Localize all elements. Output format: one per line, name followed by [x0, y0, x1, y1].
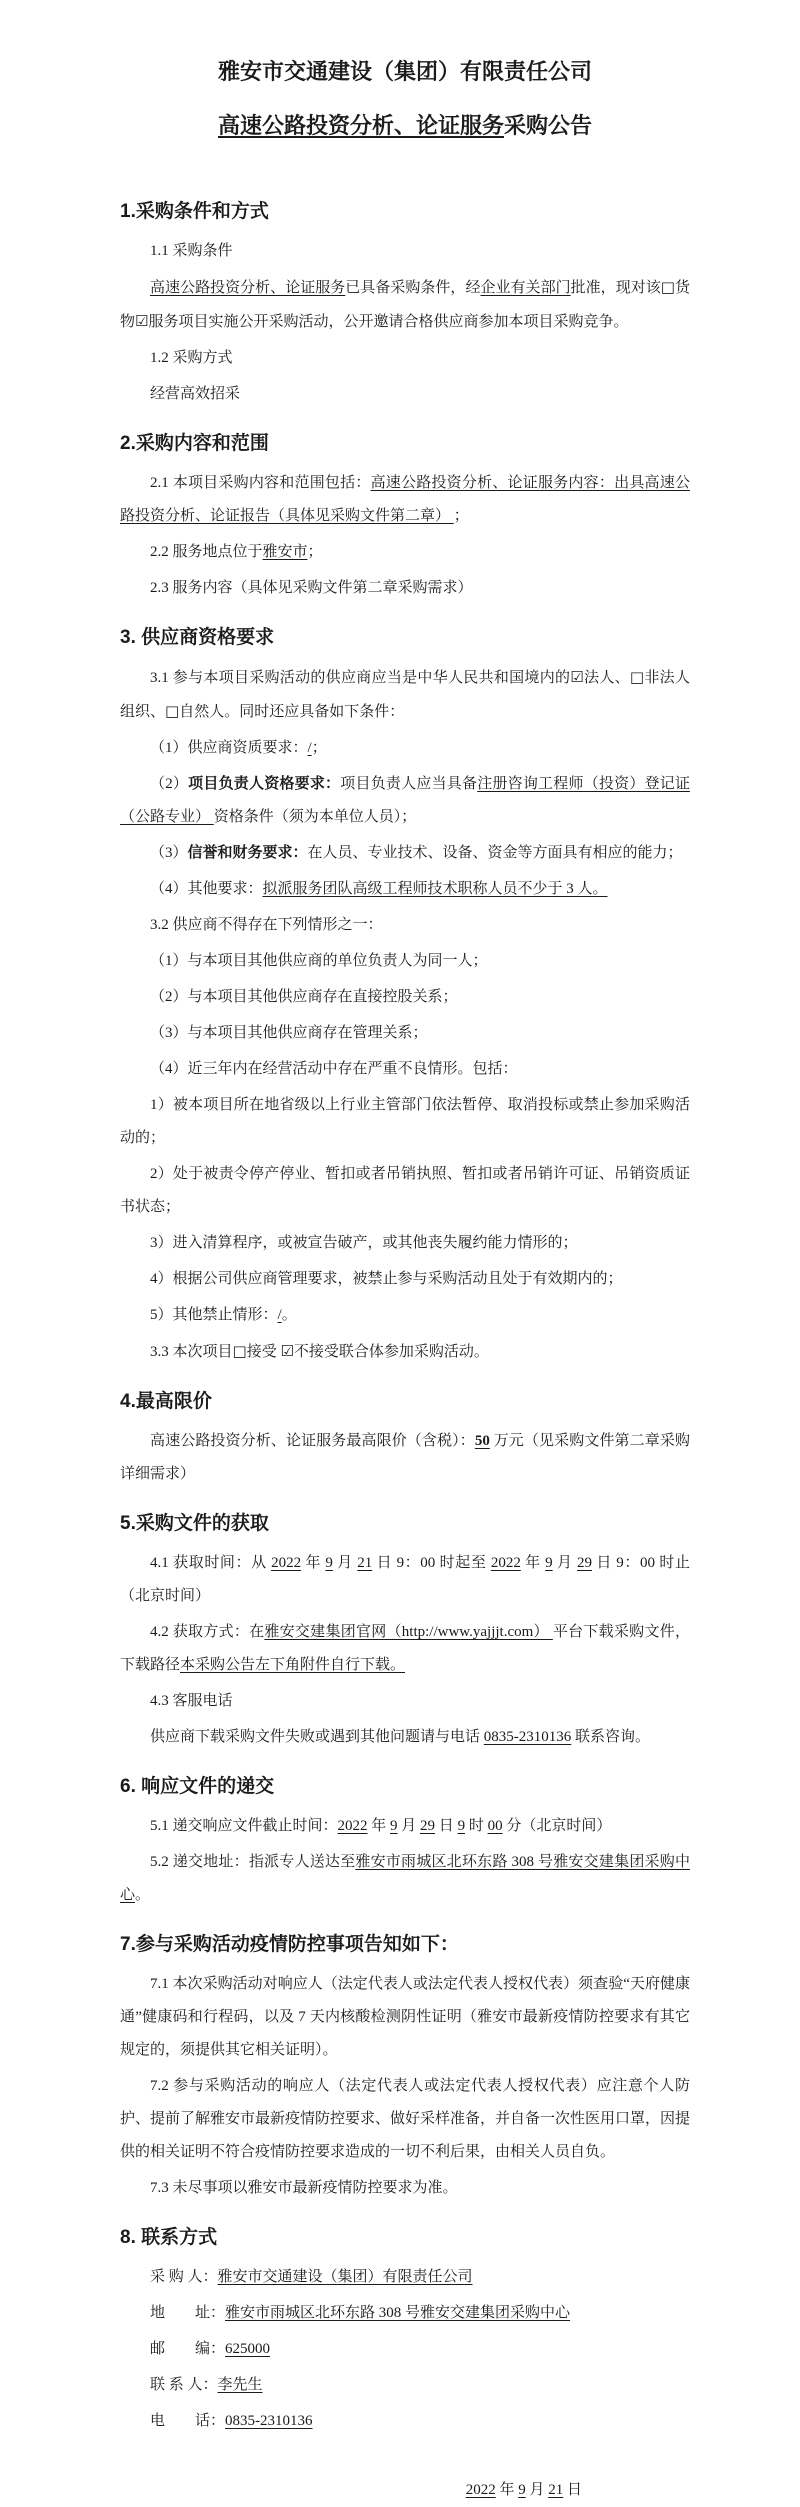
underlined-text: 雅安市雨城区北环东路 308 号雅安交建集团采购中心 — [120, 1854, 690, 1903]
para-3-2-item4: （4）近三年内在经营活动中存在严重不良情形。包括： — [150, 1061, 518, 1077]
para-1-1: 1.1 采购条件 — [150, 243, 233, 259]
text: 批准，现对该 — [570, 280, 661, 296]
text: 年 — [301, 1555, 326, 1571]
para-7-1: 7.1 本次采购活动对响应人（法定代表人或法定代表人授权代表）须查验“天府健康通”健康码和行程码，以及 7 天内核酸检测阴性证明（雅安市最新疫情防控要求有其它规定的，须提供其它相关证明）。 — [120, 1976, 690, 2058]
para-deadline — [120, 1810, 690, 1843]
para-3-2-item1: （1）与本项目其他供应商的单位负责人为同一人； — [150, 953, 488, 969]
contact-label: 邮 编： — [150, 2341, 226, 2357]
text: 资格条件（须为本单位人员）； — [213, 809, 417, 825]
para-3-3 — [120, 1335, 690, 1369]
website-link-text: 雅安交建集团官网（http://www.yajjjt.com） — [264, 1624, 553, 1640]
text: （2） — [150, 776, 189, 792]
para-1-2: 1.2 采购方式 — [150, 350, 233, 366]
phone-number: 0835-2310136 — [483, 1729, 572, 1745]
para-3-2-sub5 — [120, 1299, 690, 1332]
text: 联系咨询。 — [571, 1729, 651, 1745]
underlined-text: / — [277, 1307, 282, 1323]
text: 4.2 获取方式：在 — [150, 1624, 265, 1640]
text: 年 — [495, 2482, 519, 2498]
bold-label: 信誉和财务要求： — [187, 845, 308, 861]
text: 供应商下载采购文件失败或遇到其他问题请与电话 — [150, 1729, 484, 1745]
bold-label: 项目负责人资格要求： — [188, 776, 341, 792]
para-max-price — [120, 1425, 690, 1491]
contact-value: 0835-2310136 — [225, 2413, 313, 2429]
text: 接受 — [246, 1344, 281, 1360]
document-title-line2 — [120, 110, 690, 142]
section-heading-7: 7.参与采购活动疫情防控事项告知如下： — [120, 1934, 459, 1955]
contact-value: 625000 — [225, 2341, 271, 2357]
underlined-text: 29 — [576, 1555, 592, 1571]
text: 不接受联合体参加采购活动。 — [293, 1344, 489, 1360]
text: 。 — [281, 1307, 297, 1323]
text: 自然人。同时还应具备如下条件： — [179, 704, 405, 720]
text: 年 — [520, 1555, 546, 1571]
underlined-text: 本采购公告左下角附件自行下载。 — [180, 1657, 406, 1673]
text: 年 — [367, 1818, 391, 1834]
text: 3.3 本次项目 — [150, 1344, 233, 1360]
checkbox-unchecked-icon: □ — [232, 1342, 247, 1360]
title-underlined-part: 高速公路投资分析、论证服务 — [217, 113, 504, 138]
para-3-2-sub1: 1）被本项目所在地省级以上行业主管部门依法暂停、取消投标或禁止参加采购活动的； — [120, 1097, 690, 1146]
underlined-text: 高速公路投资分析、论证服务 — [150, 280, 346, 296]
section-heading-2: 2.采购内容和范围 — [120, 433, 269, 454]
contact-row-phone — [120, 2405, 690, 2438]
text: 5）其他禁止情形： — [150, 1307, 278, 1323]
text: 月 — [332, 1555, 358, 1571]
text: 月 — [552, 1555, 577, 1571]
para-3-2-sub2: 2）处于被责令停产停业、暂扣或者吊销执照、暂扣或者吊销许可证、吊销资质证书状态； — [120, 1166, 690, 1215]
para-service-phone — [120, 1721, 690, 1754]
announcement-date — [120, 2474, 690, 2507]
text: ； — [453, 508, 469, 524]
para-7-3: 7.3 未尽事项以雅安市最新疫情防控要求为准。 — [150, 2180, 458, 2196]
text: 项目负责人应当具备 — [340, 776, 478, 792]
para-2-2 — [120, 536, 690, 569]
text: 货物 — [120, 280, 690, 330]
underlined-text: 29 — [420, 1818, 436, 1834]
underlined-text: 注册咨询工程师（投资）登记证（公路专业） — [120, 776, 690, 825]
text: ； — [311, 740, 327, 756]
max-price-value: 50 — [474, 1433, 490, 1449]
para-3-2-item2: （2）与本项目其他供应商存在直接控股关系； — [150, 989, 458, 1005]
underlined-text: 9 — [545, 1555, 553, 1571]
contact-row-person — [120, 2369, 690, 2402]
text: 法人、 — [583, 670, 630, 686]
para-7-2: 7.2 参与采购活动的响应人（法定代表人或法定代表人授权代表）应注意个人防护、提前了解雅安市最新疫情防控要求、做好采样准备，并自备一次性医用口罩，因提供的相关证明不符合疫情防控要求造成的一切不利后果，由相关人员自负。 — [120, 2078, 691, 2160]
text: 时 — [465, 1818, 488, 1834]
text: 。 — [135, 1887, 151, 1903]
underlined-text: 9 — [390, 1818, 398, 1834]
text: 万元（见采购文件第二章采购详细需求） — [120, 1433, 690, 1482]
underlined-text: 2022 — [337, 1818, 368, 1834]
text: （3） — [150, 845, 188, 861]
para-3-2-sub3: 3）进入清算程序，或被宣告破产，或其他丧失履约能力情形的； — [150, 1235, 578, 1251]
para-3-1-item4 — [120, 873, 690, 906]
text: 日 9：00 时止（北京时间） — [120, 1555, 690, 1604]
contact-label: 电 话： — [150, 2413, 226, 2429]
para-3-2-item3: （3）与本项目其他供应商存在管理关系； — [150, 1025, 428, 1041]
underlined-text: 9 — [325, 1555, 333, 1571]
checkbox-unchecked-icon: □ — [660, 278, 675, 296]
text: 非法人组织、 — [120, 670, 690, 720]
date-day: 21 — [548, 2482, 564, 2498]
text: 月 — [525, 2482, 549, 2498]
contact-value: 雅安市交通建设（集团）有限责任公司 — [217, 2269, 473, 2285]
text: ； — [307, 544, 323, 560]
document-title-line1: 雅安市交通建设（集团）有限责任公司 — [217, 59, 592, 84]
section-heading-4: 4.最高限价 — [120, 1391, 212, 1412]
contact-row-postcode — [120, 2333, 690, 2366]
underlined-text: 高速公路投资分析、论证服务内容：出具高速公路投资分析、论证报告（具体见采购文件第二章） — [120, 475, 690, 524]
para-3-1-item1 — [120, 732, 690, 765]
text: 高速公路投资分析、论证服务最高限价（含税）： — [150, 1433, 475, 1449]
section-heading-8: 8. 联系方式 — [120, 2227, 218, 2248]
text: 平台下载采购文件，下载路径 — [120, 1624, 690, 1673]
underlined-text: 拟派服务团队高级工程师技术职称人员不少于 3 人。 — [262, 881, 608, 897]
para-obtain-method — [120, 1616, 690, 1682]
text: 分（北京时间） — [502, 1818, 612, 1834]
para-3-2-sub4: 4）根据公司供应商管理要求，被禁止参与采购活动且处于有效期内的； — [150, 1271, 623, 1287]
para-delivery-address — [120, 1846, 690, 1912]
section-heading-1: 1.采购条件和方式 — [120, 201, 269, 222]
contact-value: 雅安市雨城区北环东路 308 号雅安交建集团采购中心 — [225, 2305, 571, 2321]
text: （4）其他要求： — [150, 881, 263, 897]
checkbox-unchecked-icon: □ — [165, 702, 180, 720]
checkbox-checked-icon: ☑ — [570, 668, 584, 686]
underlined-text: 9 — [457, 1818, 466, 1834]
text: 日 — [435, 1818, 458, 1834]
para-obtain-time — [120, 1547, 690, 1613]
contact-row-address — [120, 2297, 690, 2330]
para-3-1-item3 — [120, 837, 690, 870]
underlined-text: 21 — [357, 1555, 373, 1571]
text: 在人员、专业技术、设备、资金等方面具有相应的能力； — [307, 845, 683, 861]
para-procurement-method: 经营高效招采 — [150, 386, 241, 402]
text: 4.1 获取时间：从 — [150, 1555, 272, 1571]
contact-label: 采 购 人： — [150, 2269, 218, 2285]
text: 服务项目实施公开采购活动，公开邀请合格供应商参加本项目采购竞争。 — [148, 314, 629, 330]
text: 已具备采购条件，经 — [345, 280, 481, 296]
underlined-text: 2022 — [490, 1555, 521, 1571]
contact-value: 李先生 — [217, 2377, 263, 2393]
underlined-text: 企业有关部门 — [480, 280, 571, 296]
text: 月 — [397, 1818, 421, 1834]
text: 日 — [563, 2482, 582, 2498]
checkbox-checked-icon: ☑ — [280, 1342, 294, 1360]
section-heading-3: 3. 供应商资格要求 — [120, 627, 275, 648]
checkbox-unchecked-icon: □ — [629, 668, 645, 686]
section-heading-5: 5.采购文件的获取 — [120, 1513, 269, 1534]
para-service-phone-label: 4.3 客服电话 — [150, 1693, 233, 1709]
checkbox-checked-icon: ☑ — [135, 312, 149, 330]
contact-label: 联 系 人： — [150, 2377, 218, 2393]
text: （1）供应商资质要求： — [150, 740, 308, 756]
underlined-text: 2022 — [271, 1555, 302, 1571]
text: 5.1 递交响应文件截止时间： — [150, 1818, 338, 1834]
text: 2.2 服务地点位于 — [150, 544, 263, 560]
para-3-2: 3.2 供应商不得存在下列情形之一： — [150, 917, 383, 933]
text: 日 9：00 时起至 — [372, 1555, 491, 1571]
date-year: 2022 — [465, 2482, 496, 2498]
underlined-text: 雅安市 — [262, 544, 308, 560]
para-2-3: 2.3 服务内容（具体见采购文件第二章采购需求） — [150, 580, 473, 596]
text: 3.1 参与本项目采购活动的供应商应当是中华人民共和国境内的 — [150, 670, 571, 686]
underlined-text: / — [307, 740, 312, 756]
text: 2.1 本项目采购内容和范围包括： — [150, 475, 371, 491]
date-month: 9 — [518, 2482, 526, 2498]
underlined-text: 00 — [487, 1818, 503, 1834]
contact-row-purchaser — [120, 2261, 690, 2294]
para-purchase-condition — [120, 271, 690, 339]
contact-label: 地 址： — [150, 2305, 226, 2321]
section-heading-6: 6. 响应文件的递交 — [120, 1776, 275, 1797]
title-rest: 采购公告 — [504, 113, 593, 138]
para-3-1-item2 — [120, 768, 690, 834]
para-2-1 — [120, 467, 690, 533]
para-3-1 — [120, 661, 690, 729]
text: 5.2 递交地址：指派专人送达至 — [150, 1854, 356, 1870]
